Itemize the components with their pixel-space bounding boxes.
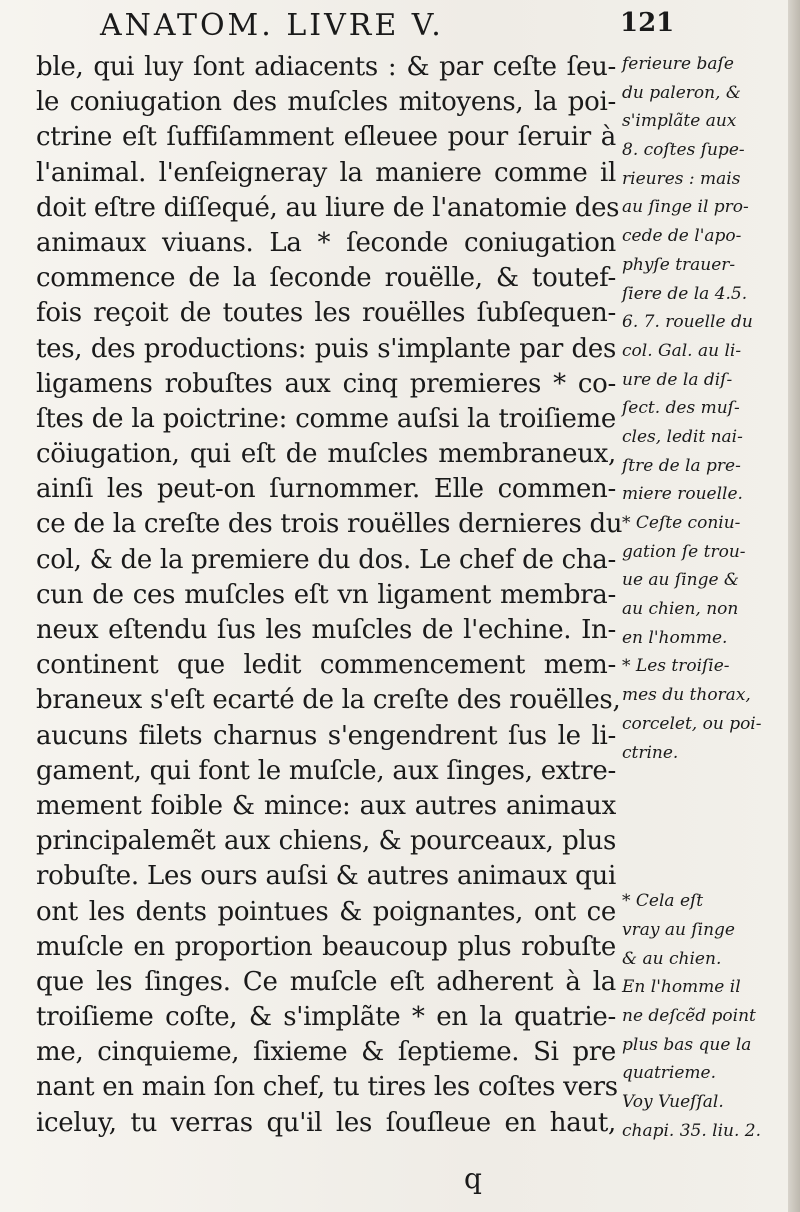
- margin-note-line: corcelet, ou poi-: [622, 713, 762, 734]
- text-line: que les ſinges. Ce muſcle eſt adherent à la: [36, 966, 616, 997]
- margin-note-line: cede de l'apo-: [622, 226, 742, 247]
- margin-note-line: cles, ledit nai-: [622, 426, 743, 447]
- margin-note-line: ue au ſinge &: [622, 570, 740, 591]
- text-line: tes, des productions: puis s'implante par des: [36, 333, 616, 364]
- margin-note-line: Voy Vueſſal.: [622, 1092, 724, 1112]
- text-line: col, & de la premiere du dos. Le chef de cha-: [36, 544, 616, 575]
- margin-note-line: En l'homme il: [622, 977, 741, 998]
- margin-note-line: ſect. des muſ-: [622, 398, 740, 419]
- running-title: ANATOM. LIVRE V.: [100, 8, 444, 43]
- margin-note-line: & au chien.: [622, 948, 722, 969]
- margin-note-line: * Les troiſie-: [622, 656, 730, 677]
- margin-note-line: gation ſe trou-: [622, 541, 746, 562]
- text-line: robuſte. Les ours auſsi & autres animaux qui: [36, 861, 616, 892]
- margin-note-line: ferieure baſe: [622, 54, 734, 74]
- margin-note-line: mes du thorax,: [622, 685, 751, 706]
- margin-note-line: ctrine.: [622, 742, 679, 763]
- text-line: ont les dents pointues & poignantes, ont ce: [36, 896, 616, 927]
- text-line: muſcle en proportion beaucoup plus robuſte: [36, 931, 616, 962]
- margin-note-line: du paleron, &: [622, 82, 741, 103]
- margin-note-line: s'implãte aux: [622, 111, 737, 132]
- margin-note-line: plus bas que la: [622, 1034, 752, 1055]
- text-line: aucuns filets charnus s'engendrent ſus le li-: [36, 720, 616, 751]
- margin-note-line: au ſinge il pro-: [622, 197, 749, 218]
- margin-note-line: quatrieme.: [622, 1063, 717, 1084]
- text-line: gament, qui font le muſcle, aux ſinges, extre-: [36, 755, 616, 786]
- text-line: l'animal. l'enſeigneray la maniere comme il: [36, 157, 616, 188]
- margin-note-line: * Cela eſt: [622, 891, 704, 912]
- text-line: me, cinquieme, ſixieme & ſeptieme. Si pre: [36, 1037, 616, 1068]
- text-line: troiſieme coſte, & s'implãte * en la quatrie-: [36, 1002, 616, 1033]
- margin-note-line: col. Gal. au li-: [622, 340, 742, 361]
- margin-note-line: chapi. 35. liu. 2.: [622, 1120, 762, 1141]
- text-line: le coniugation des muſcles mitoyens, la poi-: [36, 87, 616, 118]
- margin-note-line: 8. coſtes ſupe-: [622, 140, 745, 161]
- text-line: ſtes de la poictrine: comme auſsi la troiſieme: [36, 403, 616, 434]
- margin-gap: [622, 767, 772, 887]
- text-line: animaux viuans. La * ſeconde coniugation: [36, 227, 616, 258]
- margin-note-line: vray au ſinge: [622, 919, 735, 940]
- text-line: ainſi les peut-on ſurnommer. Elle commen-: [36, 474, 616, 505]
- text-line: braneux s'eſt ecarté de la creſte des rouëlles,: [36, 685, 621, 716]
- margin-note-line: rieures : mais: [622, 168, 741, 189]
- text-line: ctrine eſt ſuffiſamment eſleuee pour ſeruir à: [36, 122, 616, 153]
- signature-mark: q: [464, 1162, 482, 1195]
- text-line: neux eſtendu ſus les muſcles de l'echine. In-: [36, 615, 616, 645]
- margin-note-line: miere rouelle.: [622, 484, 743, 505]
- page-gutter-shadow: [788, 0, 800, 1212]
- text-line: iceluy, tu verras qu'il les ſouſleue en haut,: [36, 1107, 616, 1138]
- text-line: ligamens robuſtes aux cinq premieres * co-: [36, 368, 616, 399]
- text-line: ble, qui luy ſont adiacents : & par ceſte ſeu-: [36, 52, 616, 82]
- margin-note-block-2: [622, 887, 772, 1145]
- margin-note-line: ſtre de la pre-: [622, 455, 741, 476]
- text-line: nant en main ſon chef, tu tires les coſtes vers: [36, 1072, 618, 1103]
- text-line: principalemẽt aux chiens, & pourceaux, plus: [36, 826, 616, 857]
- text-line: ce de la creſte des trois rouëlles dernieres du: [36, 509, 623, 540]
- margin-note-line: en l'homme.: [622, 627, 728, 648]
- text-line: continent que ledit commencement mem-: [36, 650, 616, 681]
- margin-note-line: au chien, non: [622, 599, 739, 620]
- text-line: cun de ces muſcles eſt vn ligament membra-: [36, 579, 616, 610]
- text-line: doit eſtre diſſequé, au liure de l'anatomie des: [36, 192, 620, 223]
- margin-notes: [622, 50, 772, 1145]
- margin-note-line: ne deſcẽd point: [622, 1005, 756, 1026]
- margin-note-line: phyſe trauer-: [622, 254, 736, 275]
- text-line: fois reçoit de toutes les rouëlles ſubſequen-: [36, 298, 616, 329]
- text-line: commence de la ſeconde rouëlle, & toutef-: [36, 263, 616, 294]
- margin-note-line: ſiere de la 4.5.: [622, 283, 748, 304]
- margin-note-block-1: [622, 50, 772, 767]
- page-header: [0, 0, 800, 44]
- margin-note-line: 6. 7. rouelle du: [622, 312, 753, 333]
- margin-note-line: ure de la diſ-: [622, 369, 733, 390]
- page-number: 121: [620, 8, 675, 38]
- text-line: mement foible & mince: aux autres animaux: [36, 790, 616, 821]
- main-text-column: [36, 50, 623, 1141]
- text-line: cöiugation, qui eſt de muſcles membraneux,: [36, 439, 616, 470]
- margin-note-line: * Ceſte coniu-: [622, 513, 741, 533]
